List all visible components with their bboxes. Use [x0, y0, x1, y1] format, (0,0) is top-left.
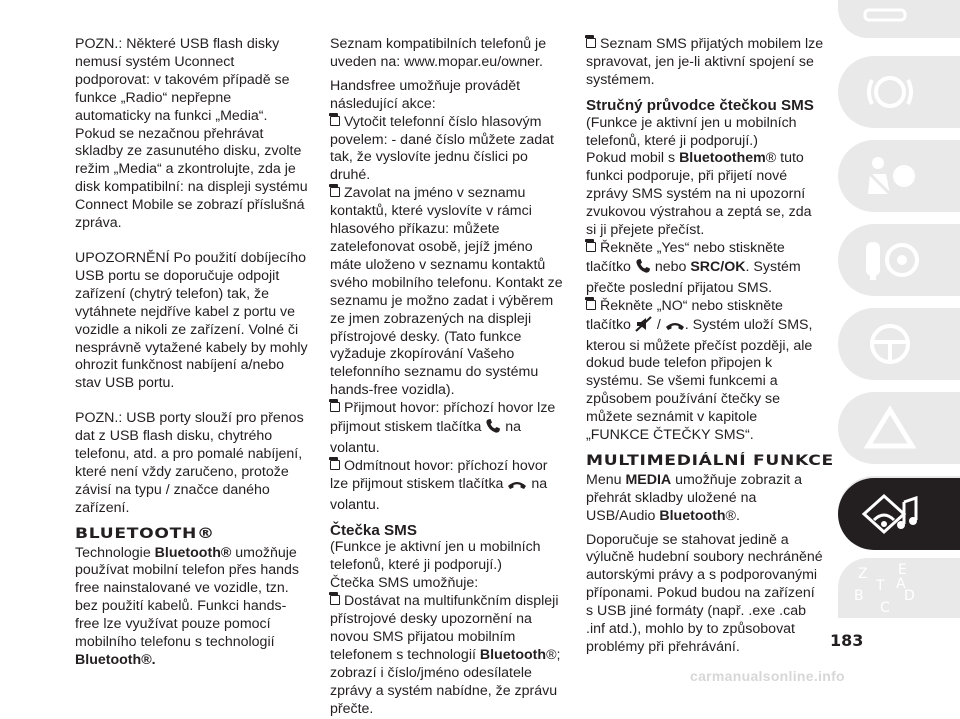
- phone-accept-icon: [485, 418, 501, 440]
- bullet-icon: [586, 38, 596, 48]
- warning-triangle-icon: [860, 406, 920, 450]
- list-item-say-yes: Řekněte „Yes“ nebo stiskněte tlačítko nebo SRC/OK. Systém přečte poslední přijatou SMS.: [586, 239, 801, 296]
- voice-cancel-icon: [635, 316, 653, 338]
- bullet-icon: [586, 242, 596, 252]
- list-item-sms-notify: Dostávat na multifunkčním displeji přístrojové desky upozornění na novou SMS přijatou mobilním telefonem s technologií Bluetooth®; zobrazí i číslo/jméno odesílatele zprávy a systém nabídne, že zprávu přečte.: [330, 593, 561, 717]
- multimedia-text: Menu MEDIA umožňuje zobrazit a přehrát skladby uložené na USB/Audio Bluetooth®.: [586, 471, 803, 524]
- index-letter: D: [904, 588, 915, 604]
- phone-accept-icon: [635, 258, 651, 280]
- phone-hangup-icon: [665, 320, 685, 338]
- tab-multimedia[interactable]: [838, 478, 960, 550]
- page-number: 183: [830, 631, 864, 650]
- index-letter: T: [876, 578, 885, 594]
- index-letter: E: [898, 562, 907, 578]
- note-usb-compat: POZN.: Některé USB flash disky nemusí systém Uconnect podporovat: v takovém případě se funkce „Radio“ nepřepne automaticky na funkci „Media“. Pokud se nezačnou přehrávat skladby ze zasunutého disku, zvolte režim „Media“ a zkontrolujte, zda je disk kompatibilní: na displeji systému Connect Mobile se zobrazí příslušná zpráva.: [75, 36, 308, 232]
- car-info-icon: [860, 6, 910, 26]
- index-letter: Z: [858, 566, 868, 582]
- multimedia-icon: [860, 492, 922, 538]
- bluetooth-heading: BLUETOOTH®: [75, 525, 215, 542]
- bullet-icon: [586, 300, 596, 310]
- bullet-icon: [330, 595, 340, 605]
- tab-starting[interactable]: [838, 224, 960, 296]
- tab-car-info[interactable]: [838, 0, 960, 38]
- column-1: [75, 36, 310, 670]
- bullet-icon: [330, 402, 340, 412]
- warning-light-icon: [860, 70, 920, 114]
- sms-reader-intro: Čtečka SMS umožňuje:: [330, 575, 479, 592]
- warning-usb-charging: UPOZORNĚNÍ Po použití dobíjecího USB portu se doporučuje odpojit zařízení (chytrý telefon) tak, že vytáhnete nejdříve kabel z portu ve vozidle a nikoli ze zařízení. Volné či nesprávně vytažené kabely by mohly ohrozit funkčnost nabíjení a/nebo stav USB portu.: [75, 249, 308, 392]
- chapter-tabs: [838, 0, 960, 615]
- list-item-say-no: Řekněte „NO“ nebo stiskněte tlačítko / . Systém uloží SMS, kterou si můžete přečíst později, ale dokud bude telefon připojen k systému. Se všemi funkcemi a způsobem používání čtečky se můžete seznámit v kapitole „FUNKCE ČTEČKY SMS“.: [586, 297, 813, 444]
- steering-wheel-icon: [860, 322, 920, 366]
- bullet-icon: [330, 187, 340, 197]
- list-item-dial: Vytočit telefonní číslo hlasovým povelem: - dané číslo můžete zadat tak, že vyslovíte jednu číslici po druhé.: [330, 113, 554, 184]
- sms-guide-heading: Stručný průvodce čtečkou SMS: [586, 96, 814, 114]
- tab-index[interactable]: [838, 558, 960, 618]
- column-3: [586, 36, 834, 657]
- bullet-icon: [330, 116, 340, 126]
- list-item-accept-call: Přijmout hovor: příchozí hovor lze přijmout stiskem tlačítka na volantu.: [330, 400, 556, 456]
- index-letter: B: [854, 588, 864, 604]
- recommendation-text: Doporučuje se stahovat jedině a výlučně hudební soubory nechráněné autorskými právy a s podporovanými příponami. Pokud budou na zařízení s USB jiné formáty (např. .exe .cab .inf atd.), mohlo by to způsobovat problémy při přehrávání.: [586, 531, 823, 655]
- tab-driving[interactable]: [838, 308, 960, 380]
- compatible-phones-text: Seznam kompatibilních telefonů je uveden na: www.mopar.eu/owner.: [330, 36, 547, 70]
- tab-emergency[interactable]: [838, 392, 960, 464]
- key-start-icon: [860, 238, 920, 282]
- bluetooth-paragraph: Technologie Bluetooth® umožňuje používat mobilní telefon přes hands free nainstalované ve vozidle, tzn. bez použití kabelů. Funkci hands-free lze využívat pouze pomocí mobilního telefonu s technologií Bluetooth®.: [75, 544, 299, 668]
- list-item-reject-call: Odmítnout hovor: příchozí hovor lze přijmout stiskem tlačítka na volantu.: [330, 457, 548, 513]
- bullet-icon: [330, 460, 340, 470]
- handsfree-intro: Handsfree umožňuje provádět následující akce:: [330, 77, 521, 112]
- tab-warning-lights[interactable]: [838, 56, 960, 128]
- airbag-seatbelt-icon: [860, 154, 920, 198]
- index-letter: A: [896, 576, 906, 592]
- list-item-sms-list: Seznam SMS přijatých mobilem lze spravovat, jen je-li aktivní spojení se systémem.: [586, 36, 824, 88]
- sms-guide-text: Pokud mobil s Bluetoothem® tuto funkci podporuje, při přijetí nové zprávy SMS systém na ni upozorní zvukovou výstrahou a zeptá se, zda si ji přejete přečíst.: [586, 150, 812, 239]
- list-item-call-name: Zavolat na jméno v seznamu kontaktů, které vyslovíte v rámci hlasového příkazu: můžete zatelefonovat osobě, jejíž jméno máte uloženo v seznamu kontaktů svého mobilního telefonu. Kontakt ze seznamu je možno zadat i výběrem ze jmen zobrazených na displeji přístrojové desky. (Tato funkce vyžaduje zkopírování Vašeho telefonního seznamu do systému hands-free vozidla).: [330, 185, 563, 399]
- column-2: [330, 36, 567, 719]
- phone-hangup-icon: [507, 479, 527, 497]
- sms-reader-heading: Čtečka SMS: [330, 521, 417, 539]
- tab-safety[interactable]: [838, 140, 960, 212]
- watermark: carmanualsonline.info: [690, 668, 845, 684]
- alphabet-index-icon: [852, 560, 928, 614]
- index-letter: C: [880, 600, 890, 616]
- note-usb-ports: POZN.: USB porty slouží pro přenos dat z USB flash disku, chytrého telefonu, atd. a pro pomalé nabíjení, které není vždy zaručeno, protože závisí na typu / značce daného zařízení.: [75, 410, 304, 516]
- multimedia-heading: MULTIMEDIÁLNÍ FUNKCE: [586, 452, 834, 469]
- sms-reader-support: (Funkce je aktivní jen u mobilních telefonů, které ji podporují.): [330, 539, 541, 574]
- sms-guide-support: (Funkce je aktivní jen u mobilních telefonů, které ji podporují.): [586, 114, 797, 149]
